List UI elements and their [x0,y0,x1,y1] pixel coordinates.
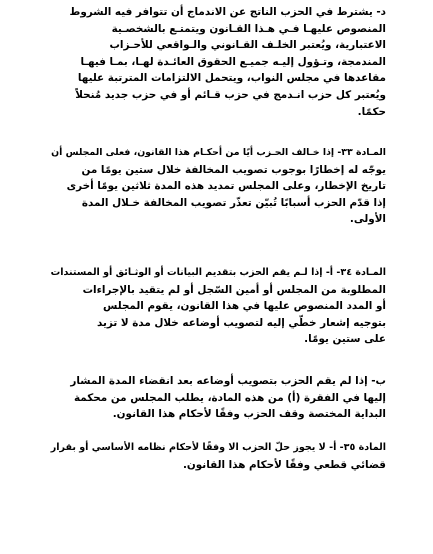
text-line: قضائي قطعي وفقًا لأحكام هذا القانون. [182,458,386,471]
text-line: إذا قدّم الحزب أسبابًا تُبيّن تعذّر تصويب المخالفة خـلال المدة [81,196,386,209]
article-35-a-paragraph [51,440,386,473]
article-33-paragraph [51,145,386,228]
text-line: ب- إذا لم يقم الحزب بتصويب أوضاعه بعد انقضاء المدة المشار [70,375,386,387]
text-line: الأولى. [349,213,386,226]
text-line: إليها في الفقرة (أ) من هذه المادة، يطلب المجلس من محكمة [73,391,386,404]
text-line: المـادة ٣٣- إذا خـالف الحـزب أيًا من أحكـام هذا القانون، فعلى المجلس أن [51,147,386,158]
text-line: المنصوص عليهـا فـي هـذا القـانون ويتمتـع بالشخصـية [111,22,386,35]
article-34-b-paragraph [51,373,386,423]
text-line: المطلوبة من المجلس أو أمين السّجل أو لم يتقيد بالإجراءات [82,283,386,296]
text-line: المندمجة، وتـؤول إليـه جميـع الحقوق العائـدة لهـا، بمـا فيهـا [80,55,386,68]
text-line: أو المدد المنصوص عليها في هذا القانون، يقوم المجلس [103,300,386,313]
article-34-a-paragraph [51,265,386,348]
text-line: حكمًا. [357,105,386,118]
text-line: المادة ٣٥- أ- لا يجوز حلّ الحزب الا وفقًا لأحكام نظامه الأساسي أو بقرار [50,442,386,453]
text-line: تاريخ الإخطار، وعلى المجلس تمديد هذه المدة ثلاثين يومًا أخرى [66,180,386,193]
text-line: بتوجيه إشعار خطّي إليه لتصويب أوضاعه خلال مدة لا تزيد [96,316,386,329]
text-line: ويُعتبر كل حزب انـدمج في حزب قـائم أو في حزب جديد مُنحلاً [75,88,386,101]
text-line: الاعتبارية، ويُعتبر الخلـف القـانوني والـواقعي للأحـزاب [109,39,386,52]
text-line: مقاعدها في مجلس النواب، ويتحمل الالتزامات المترتبة عليها [77,72,386,85]
text-line: د- يشترط في الحزب الناتج عن الاندماج أن تتوافر فيه الشروط [69,6,386,18]
text-line: على ستين يومًا. [304,333,386,346]
text-line: البداية المختصة وقف الحزب وفقًا لأحكام هذا القانون. [112,408,386,421]
text-line: المـادة ٣٤- أ- إذا لـم يقم الحزب بتقديم البيانات أو الوثـائق أو المستندات [50,267,386,278]
text-line: يوجّه له إخطارًا بوجوب تصويب المخالفة خلال ستين يومًا من [81,163,386,176]
clause-d-paragraph [59,4,386,120]
